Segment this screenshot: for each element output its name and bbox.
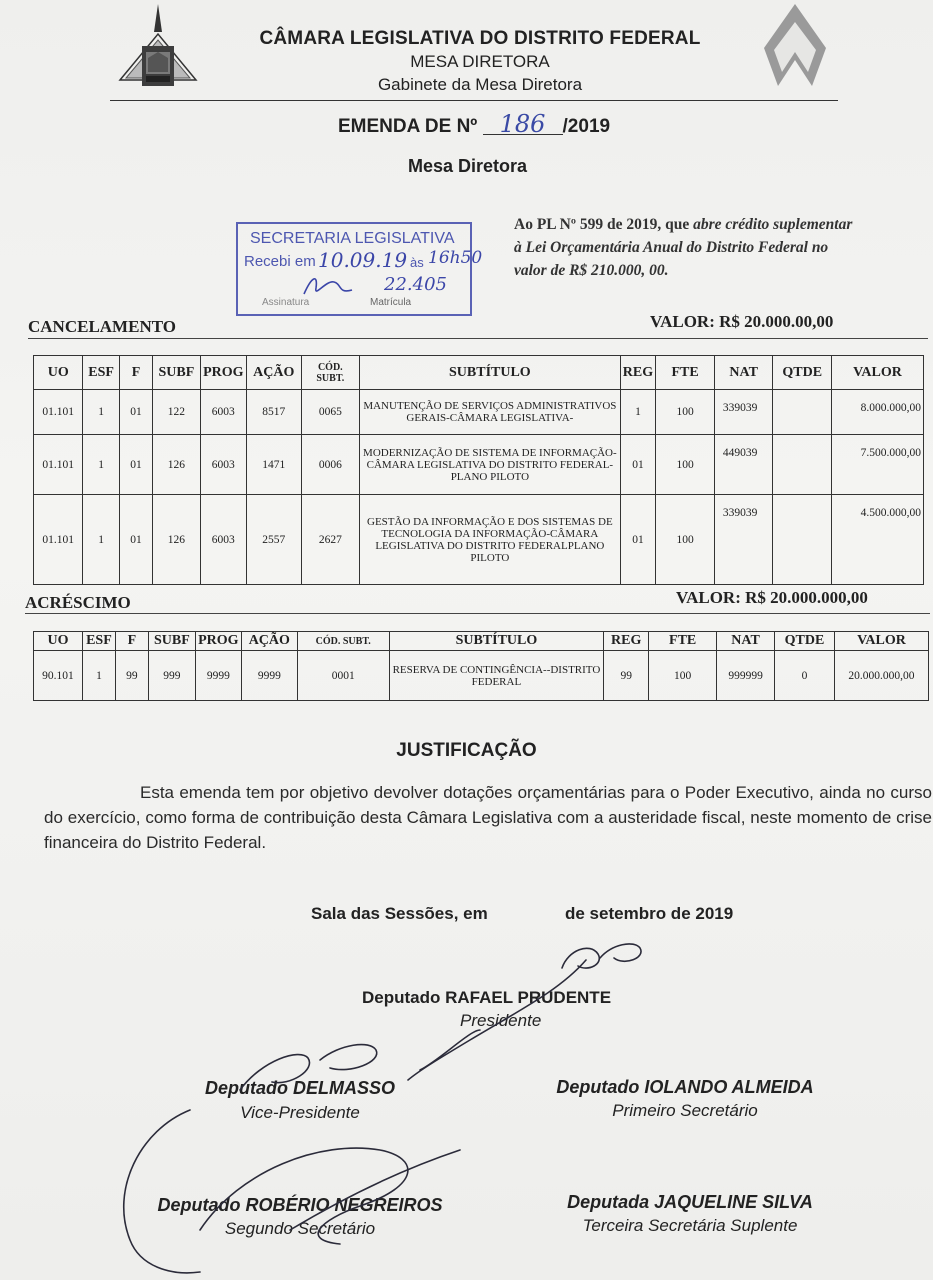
column-header: VALOR [832,356,924,390]
closing-date: de setembro de 2019 [565,904,734,923]
cell-esf: 1 [83,495,119,585]
closing-place: Sala das Sessões, em [311,904,488,923]
cell-uo: 01.101 [34,390,83,435]
cell-nat: 999999 [717,651,775,701]
cell-subf: 126 [153,495,200,585]
column-header: UO [34,356,83,390]
ementa-lead: Ao PL Nº 599 de 2019, que [514,216,690,233]
cell-cod: 0001 [297,651,389,701]
column-header: QTDE [773,356,832,390]
column-header: ESF [82,632,115,651]
column-header: AÇÃO [247,356,302,390]
column-header: AÇÃO [241,632,297,651]
signatory-vice-president-role: Vice-Presidente [240,1103,360,1122]
cell-acao: 8517 [247,390,302,435]
cell-prog: 6003 [200,390,246,435]
column-header: PROG [195,632,241,651]
justificacao-body: Esta emenda tem por objetivo devolver dotações orçamentárias para o Poder Executivo, ainda no curso do exercício, como forma de contribuição desta Câmara Legislativa com a austeridade fiscal, neste momento de crise financeira do Distrito Federal. [44,783,932,852]
column-header: REG [620,356,656,390]
column-header: SUBTÍTULO [360,356,621,390]
signatory-president-role: Presidente [460,1011,542,1030]
cell-f: 01 [119,495,152,585]
signature-delmasso [240,1030,480,1090]
cell-cod: 0065 [301,390,360,435]
cell-valor: 7.500.000,00 [832,435,924,495]
cell-reg: 99 [604,651,649,701]
cell-cod: 2627 [301,495,360,585]
cell-esf: 1 [82,651,115,701]
cell-uo: 01.101 [34,495,83,585]
cell-prog: 9999 [195,651,241,701]
cell-f: 99 [115,651,148,701]
cell-nat: 339039 [714,495,773,585]
acrescimo-label: ACRÉSCIMO [25,593,131,612]
column-header: F [115,632,148,651]
stamp-date: 10.09.19 [318,248,408,272]
cell-nat: 339039 [714,390,773,435]
cell-fte: 100 [656,390,715,435]
stamp-time-label: às [410,255,424,270]
department-title: MESA DIRETORA [410,52,550,71]
signature-roberio-negreiros [124,1110,460,1273]
signatory-third-secretary-name: Deputada JAQUELINE SILVA [567,1192,813,1212]
cell-subf: 999 [148,651,195,701]
column-header: ESF [83,356,119,390]
stamp-title: SECRETARIA LEGISLATIVA [250,230,455,247]
column-header: FTE [656,356,715,390]
column-header: FTE [649,632,717,651]
column-header: VALOR [834,632,928,651]
column-header: F [119,356,152,390]
signatory-vice-president-name: Deputado DELMASSO [204,1078,395,1098]
ementa-description: abre crédito suplementar à Lei Orçamentária Anual do Distrito Federal no valor de R$ 210.000, 00. [514,216,853,279]
signatory-president-name: Deputado RAFAEL PRUDENTE [362,988,612,1007]
emenda-prefix: EMENDA DE Nº [338,116,478,137]
cell-subtitulo: MANUTENÇÃO DE SERVIÇOS ADMINISTRATIVOS GERAIS-CÂMARA LEGISLATIVA- [360,390,621,435]
cell-acao: 2557 [247,495,302,585]
cancelamento-total: VALOR: R$ 20.000.00,00 [650,312,834,331]
cell-nat: 449039 [714,435,773,495]
institution-title: CÂMARA LEGISLATIVA DO DISTRITO FEDERAL [259,28,701,49]
cell-acao: 9999 [241,651,297,701]
cell-reg: 01 [620,435,656,495]
cell-fte: 100 [656,495,715,585]
cell-valor: 4.500.000,00 [832,495,924,585]
column-header: CÓD. SUBT. [297,632,389,651]
column-header: SUBF [153,356,200,390]
cell-prog: 6003 [200,435,246,495]
stamp-matricula: 22.405 [384,274,447,295]
signatory-second-secretary-name: Deputado ROBÉRIO NEGREIROS [157,1195,443,1215]
cell-f: 01 [119,390,152,435]
cell-reg: 01 [620,495,656,585]
cell-subtitulo: GESTÃO DA INFORMAÇÃO E DOS SISTEMAS DE TECNOLOGIA DA INFORMAÇÃO-CÂMARA LEGISLATIVA DO DISTRITO FEDERALPLANO PILOTO [360,495,621,585]
signatory-third-secretary-role: Terceira Secretária Suplente [582,1216,798,1235]
cell-qtde: 0 [775,651,835,701]
cell-acao: 1471 [247,435,302,495]
emenda-number-handwritten: 186 [483,114,563,135]
stamp-time: 16h50 [428,248,483,268]
acrescimo-total: VALOR: R$ 20.000.000,00 [676,588,868,607]
cell-fte: 100 [649,651,717,701]
cell-esf: 1 [83,435,119,495]
emenda-year: /2019 [562,116,611,137]
column-header: NAT [714,356,773,390]
column-header: CÓD. SUBT. [301,356,360,390]
cell-reg: 1 [620,390,656,435]
stamp-matricula-label: Matrícula [370,297,412,308]
column-header: SUBF [148,632,195,651]
cell-valor: 8.000.000,00 [832,390,924,435]
cell-subf: 122 [153,390,200,435]
cell-fte: 100 [656,435,715,495]
cell-uo: 01.101 [34,435,83,495]
column-header: UO [34,632,83,651]
column-header: REG [604,632,649,651]
cell-subtitulo: RESERVA DE CONTINGÊNCIA--DISTRITO FEDERAL [389,651,604,701]
cell-prog: 6003 [200,495,246,585]
cell-f: 01 [119,435,152,495]
column-header: NAT [717,632,775,651]
office-title: Gabinete da Mesa Diretora [377,75,583,94]
justificacao-title: JUSTIFICAÇÃO [396,740,537,761]
cell-esf: 1 [83,390,119,435]
author-label: Mesa Diretora [408,156,528,176]
signatory-first-secretary-role: Primeiro Secretário [612,1101,758,1120]
cell-cod: 0006 [301,435,360,495]
cell-subf: 126 [153,435,200,495]
cell-uo: 90.101 [34,651,83,701]
stamp-received-label: Recebi em [244,253,316,270]
signature-rafael-prudente [408,944,641,1080]
signatory-first-secretary-name: Deputado IOLANDO ALMEIDA [556,1077,814,1097]
column-header: SUBTÍTULO [389,632,604,651]
cancelamento-label: CANCELAMENTO [28,317,176,336]
signatory-second-secretary-role: Segundo Secretário [224,1219,376,1238]
cell-subtitulo: MODERNIZAÇÃO DE SISTEMA DE INFORMAÇÃO-CÂMARA LEGISLATIVA DO DISTRITO FEDERAL-PLANO PILOTO [360,435,621,495]
cell-valor: 20.000.000,00 [834,651,928,701]
stamp-signature-label: Assinatura [262,297,310,308]
column-header: PROG [200,356,246,390]
column-header: QTDE [775,632,835,651]
